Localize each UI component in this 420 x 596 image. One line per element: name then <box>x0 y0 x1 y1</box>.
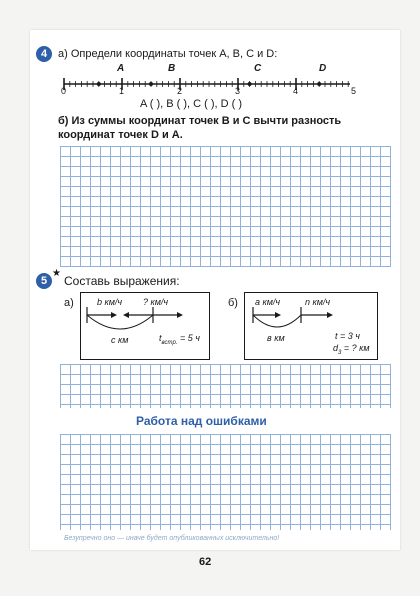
task-4-answer-grid[interactable] <box>60 146 391 267</box>
diagram-b-distance: в км <box>267 333 285 343</box>
task-5-answer-grid[interactable] <box>60 364 391 408</box>
diagram-a-label: а) <box>64 297 74 309</box>
point-b-dot <box>149 82 153 86</box>
diagram-a-distance: c км <box>111 335 129 345</box>
diagram-b-box <box>244 292 378 360</box>
point-c-label: C <box>254 63 262 74</box>
workbook-page <box>30 30 400 550</box>
point-d-dot <box>317 82 321 86</box>
point-c-dot <box>248 82 252 86</box>
tick-1: 1 <box>119 86 125 96</box>
diagram-b-speed2: n км/ч <box>305 297 331 307</box>
diagram-b-speed1: a км/ч <box>255 297 281 307</box>
diagram-a-box <box>80 292 210 360</box>
tick-2: 2 <box>177 86 183 96</box>
point-a-dot <box>97 82 101 86</box>
page-number: 62 <box>199 556 212 568</box>
point-b-label: B <box>168 63 176 74</box>
diagram-b-distance2: $d_3$ = ? км <box>333 343 370 356</box>
task-4-number: 4 <box>36 46 52 62</box>
footer-text: Безупречно оно — иначе будет опубликованных исключительно! <box>64 535 280 542</box>
tick-4: 4 <box>293 86 299 96</box>
task-4-part-b-line1: б) Из суммы координат точек B и C вычти разность <box>58 115 342 127</box>
tick-0: 0 <box>61 86 67 96</box>
coordinates-answer-line: A ( ), B ( ), C ( ), D ( ) <box>140 98 243 110</box>
point-d-label: D <box>319 63 327 74</box>
number-line <box>58 66 358 98</box>
errors-section-title: Работа над ошибками <box>136 414 267 428</box>
diagram-b-time: t = 3 ч <box>335 331 360 341</box>
point-a-label: A <box>117 63 125 74</box>
task-4-part-b-line2: координат точек D и A. <box>58 129 183 141</box>
tick-5: 5 <box>351 86 357 96</box>
diagram-a-speed1: b км/ч <box>97 297 123 307</box>
errors-answer-grid[interactable] <box>60 434 391 530</box>
task-5-number: 5 <box>36 273 52 289</box>
star-icon: ★ <box>52 268 61 279</box>
tick-3: 3 <box>235 86 241 96</box>
task-4-part-a: а) Определи координаты точек A, B, C и D: <box>58 48 278 60</box>
diagram-a-speed2: ? км/ч <box>143 297 169 307</box>
task-5-title: Составь выражения: <box>64 274 180 288</box>
diagram-b-label: б) <box>228 297 238 309</box>
diagram-a-time: $t_{встр.} = 5$ ч <box>159 333 200 346</box>
